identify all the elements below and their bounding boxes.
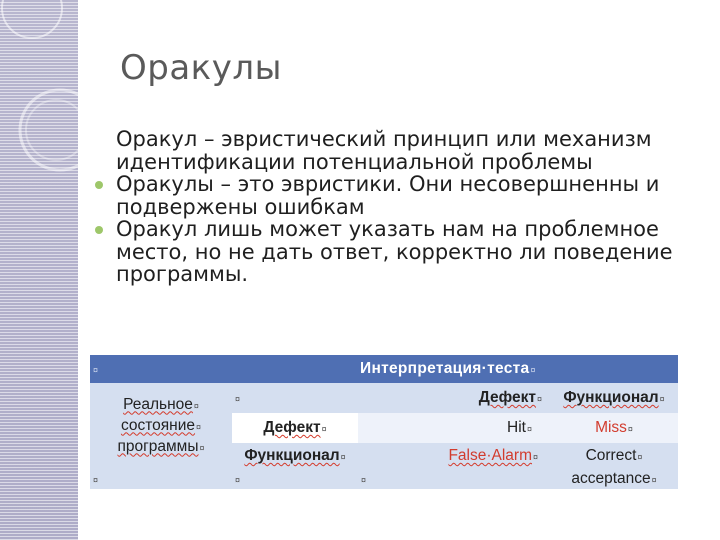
table-header-title: Интерпретация·теста <box>360 360 530 377</box>
cell-correct: Correct <box>585 447 637 464</box>
table-row: Дефект¤ Hit¤ Miss¤ <box>90 413 678 443</box>
decorative-circles <box>0 0 78 540</box>
cell-acceptance: acceptance <box>571 470 651 487</box>
table-header-row: ¤ Интерпретация·теста¤ <box>90 355 678 383</box>
table-row: Реальное¤ состояние¤ программы¤ ¤ Дефект¤ Функционал¤ <box>90 383 678 413</box>
cell-false-alarm: False·Alarm <box>448 447 532 464</box>
cell-miss: Miss <box>595 419 627 436</box>
row-label-functional: Функционал <box>244 447 340 464</box>
row-label-defect: Дефект <box>263 419 321 436</box>
slide-body <box>92 128 692 286</box>
decorative-side-stripe <box>0 0 78 540</box>
bullet-heuristics: Оракулы – это эвристики. Они несовершненны и подвержены ошибкам <box>92 173 692 218</box>
table-row: Функционал¤ False·Alarm¤ Correct¤ <box>90 443 678 469</box>
bullet-limitations: Оракул лишь может указать нам на проблемное место, но не дать ответ, корректно ли поведение программы. <box>92 218 692 286</box>
column-header-defect: Дефект <box>478 389 536 406</box>
cell-hit: Hit <box>507 419 526 436</box>
slide-title: Оракулы <box>120 48 282 88</box>
test-interpretation-table <box>90 355 678 495</box>
table-row: ¤ ¤ ¤ acceptance¤ <box>90 469 678 489</box>
paragraph-definition: Оракул – эвристический принцип или механизм идентификации потенциальной проблемы <box>116 127 652 174</box>
row-header-actual-state: Реальное¤ состояние¤ программы¤ <box>90 383 232 469</box>
column-header-functional: Функционал <box>563 389 659 406</box>
